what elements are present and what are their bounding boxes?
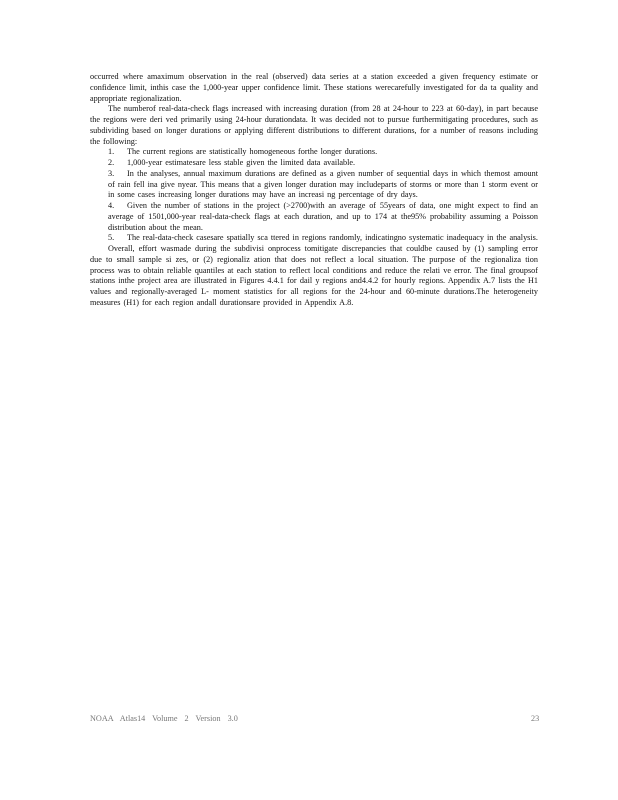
list-item xyxy=(108,233,538,244)
list-item-text: The real-data-check casesare spatially sca ttered in regions randomly, indicatingno systematic inadequacy in the analysis. xyxy=(127,233,538,243)
list-item-number: 4. xyxy=(108,201,115,210)
footer-page-number: 23 xyxy=(531,714,540,723)
list-item-text: Given the number of stations in the project (>2700)with an average of 55years of data, one might expect to find an average of 1501,000-year real-data-check flags at each duration, and up to 174 at the95% probability assuming a Poisson distribution about the mean. xyxy=(108,201,538,232)
list-item-number: 3. xyxy=(108,168,115,178)
list-item-text: In the analyses, annual maximum durations are defined as a given number of sequential days in which themost amount of rain fell ina give nyear. This means that a given longer duration may includeparts of storms or more than 1 storm event or in some cases increasing longer durations may have an increasi ng percentage of dry days. xyxy=(108,168,538,200)
list-item xyxy=(108,169,538,201)
body-paragraph-2: The numberof real-data-check flags increased with increasing duration (from 28 at 24-hour to 223 at 60-day), in part because the regions were deri ved primarily using 24-hour durationdata. It was decided not to pursue furthermitigating procedures, such as subdividing based on longer durations or applying different distributions to different durations, for a number of reasons including the following: xyxy=(90,104,538,146)
list-item-text: 1,000-year estimatesare less stable given the limited data available. xyxy=(127,158,356,167)
body-paragraph-1: occurred where amaximum observation in the real (observed) data series at a station exceeded a given frequency estimate or confidence limit, inthis case the 1,000-year upper confidence limit. These stations werecarefully investigated for da ta quality and appropriate regionalization. xyxy=(90,72,538,103)
list-item-number: 5. xyxy=(108,233,115,243)
reasons-list xyxy=(90,147,538,244)
body-paragraph-3: Overall, effort wasmade during the subdivisi onprocess tomitigate discrepancies that couldbe caused by (1) sampling error due to small sample si zes, or (2) regionaliz ation that does not reflect a local situation. The purpose of the regionaliza tion process was to obtain reliable quantiles at each station to reflect local conditions and reduce the relati ve error. The final groupsof stations inthe project area are illustrated in Figures 4.4.1 for dail y regions and4.4.2 for hourly regions. Appendix A.7 lists the H1 values and regionally-averaged L- moment statistics for all regions for the 24-hour and 60-minute durations.The heterogeneity measures (H1) for each region andall durationsare provided in Appendix A.8. xyxy=(90,244,538,307)
list-item xyxy=(108,201,538,233)
footer-document-title: NOAA Atlas14 Volume 2 Version 3.0 xyxy=(90,714,238,723)
list-item-number: 1. xyxy=(108,147,115,157)
list-item xyxy=(108,158,538,169)
page-body xyxy=(90,72,538,309)
list-item-number: 2. xyxy=(108,158,115,167)
list-item xyxy=(108,147,538,158)
list-item-text: The current regions are statistically homogeneous forthe longer durations. xyxy=(127,147,378,157)
